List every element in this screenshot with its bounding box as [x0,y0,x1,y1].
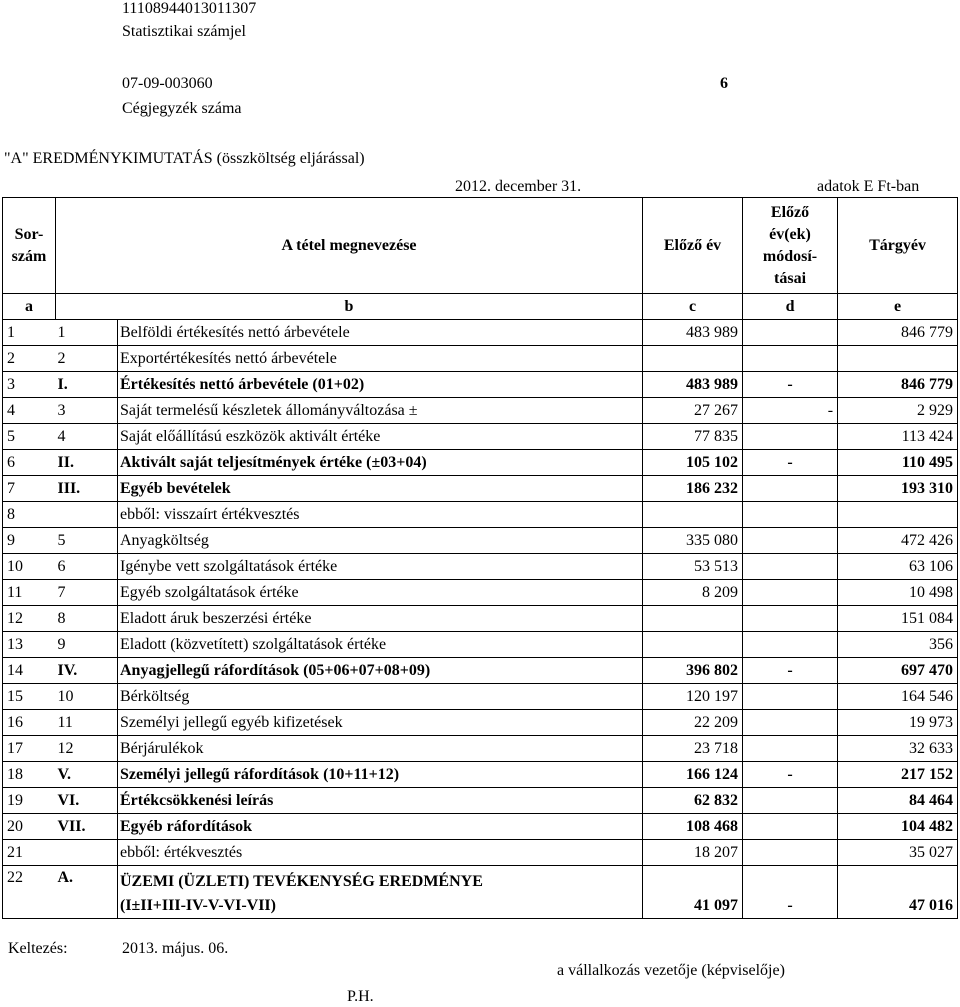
row-name [118,866,643,919]
row-prev [643,606,743,632]
row-prev: 120 197 [643,684,743,710]
row-prev: 105 102 [643,450,743,476]
table-row [3,528,958,554]
date-label: Keltezés: [8,940,68,957]
row-name: Igénybe vett szolgáltatások értéke [118,554,643,580]
row-prev: 53 513 [643,554,743,580]
col-sorszam-header: Sor- szám [3,198,56,294]
row-curr: 47 016 [838,866,958,919]
row-name: Értékcsökkenési leírás [118,788,643,814]
table-row [3,372,958,398]
row-number: 6 [3,450,56,476]
table-row [3,684,958,710]
row-name: Egyéb szolgáltatások értéke [118,580,643,606]
income-statement-table [2,197,958,919]
row-mod [743,840,838,866]
row-mod [743,606,838,632]
row-mod: - [743,450,838,476]
table-row [3,606,958,632]
row-number: 10 [3,554,56,580]
reg-number: 07-09-003060 [122,75,213,92]
col-letter-c: c [643,294,743,320]
row-mod [743,632,838,658]
table-row [3,840,958,866]
row-curr: 164 546 [838,684,958,710]
row-prev: 335 080 [643,528,743,554]
table-row [3,736,958,762]
row-roman: I. [56,372,118,398]
statement-date: 2012. december 31. [455,178,582,195]
column-letter-row [3,294,958,320]
row-name: Értékesítés nettó árbevétele (01+02) [118,372,643,398]
row-roman: II. [56,450,118,476]
table-row [3,788,958,814]
row-number: 18 [3,762,56,788]
row-roman: VII. [56,814,118,840]
row-roman: 9 [56,632,118,658]
row-mod: - [743,658,838,684]
row-mod [743,788,838,814]
row-curr: 19 973 [838,710,958,736]
stamp-label: P.H. [347,988,374,1005]
row-curr: 32 633 [838,736,958,762]
row-number: 9 [3,528,56,554]
row-prev: 22 209 [643,710,743,736]
col-letter-e: e [838,294,958,320]
row-mod [743,580,838,606]
col-prev-header: Előző év [643,198,743,294]
row-roman: 8 [56,606,118,632]
col-letter-d: d [743,294,838,320]
row-roman: III. [56,476,118,502]
row-name: Egyéb bevételek [118,476,643,502]
row-number: 11 [3,580,56,606]
row-name: Saját termelésű készletek állományváltozása ± [118,398,643,424]
row-name: Aktivált saját teljesítmények értéke (±03+04) [118,450,643,476]
row-curr: 113 424 [838,424,958,450]
table-row [3,658,958,684]
row-roman: 7 [56,580,118,606]
row-roman: V. [56,762,118,788]
row-mod: - [743,398,838,424]
date-value: 2013. május. 06. [122,940,229,957]
row-name: Egyéb ráfordítások [118,814,643,840]
row-roman: 10 [56,684,118,710]
row-prev: 77 835 [643,424,743,450]
row-name: Anyagköltség [118,528,643,554]
row-prev: 186 232 [643,476,743,502]
col-curr-header: Tárgyév [838,198,958,294]
row-curr: 35 027 [838,840,958,866]
row-number: 17 [3,736,56,762]
table-row [3,346,958,372]
stat-number: 11108944013011307 [122,0,257,17]
row-curr: 151 084 [838,606,958,632]
row-mod [743,684,838,710]
row-roman: 2 [56,346,118,372]
row-mod: - [743,866,838,919]
col-name-header: A tétel megnevezése [56,198,643,294]
table-row [3,476,958,502]
col-letter-b: b [56,294,643,320]
table-row [3,398,958,424]
row-mod [743,502,838,528]
row-name-line1: ÜZEMI (ÜZLETI) TEVÉKENYSÉG EREDMÉNYE [120,873,483,890]
row-prev: 483 989 [643,320,743,346]
row-number: 7 [3,476,56,502]
row-roman: 5 [56,528,118,554]
row-number: 22 [3,866,56,919]
row-mod [743,346,838,372]
row-roman: 3 [56,398,118,424]
row-curr: 110 495 [838,450,958,476]
table-row [3,632,958,658]
col-letter-a: a [3,294,56,320]
row-prev: 23 718 [643,736,743,762]
row-number: 1 [3,320,56,346]
row-roman: 12 [56,736,118,762]
row-prev [643,632,743,658]
row-curr: 193 310 [838,476,958,502]
row-mod: - [743,762,838,788]
unit-note: adatok E Ft-ban [817,178,920,195]
row-curr: 846 779 [838,320,958,346]
row-name: Belföldi értékesítés nettó árbevétele [118,320,643,346]
row-mod [743,736,838,762]
row-number: 19 [3,788,56,814]
row-curr: 2 929 [838,398,958,424]
row-number: 3 [3,372,56,398]
row-curr: 217 152 [838,762,958,788]
row-mod [743,528,838,554]
document-title: "A" EREDMÉNYKIMUTATÁS (összköltség eljárással) [4,150,365,167]
row-prev: 41 097 [643,866,743,919]
row-curr: 472 426 [838,528,958,554]
row-curr: 104 482 [838,814,958,840]
table-row [3,320,958,346]
table-row [3,554,958,580]
page-number: 6 [720,75,728,92]
row-name: Eladott áruk beszerzési értéke [118,606,643,632]
stat-label: Statisztikai számjel [122,23,246,40]
row-roman: 1 [56,320,118,346]
row-prev: 62 832 [643,788,743,814]
row-mod [743,424,838,450]
row-name-line2: (I±II+III-IV-V-VI-VII) [120,897,276,914]
table-row [3,762,958,788]
table-row [3,450,958,476]
row-name: Eladott (közvetített) szolgáltatások értéke [118,632,643,658]
row-prev [643,346,743,372]
row-roman: 6 [56,554,118,580]
row-number: 16 [3,710,56,736]
row-name: Személyi jellegű egyéb kifizetések [118,710,643,736]
row-name: Exportértékesítés nettó árbevétele [118,346,643,372]
row-curr: 846 779 [838,372,958,398]
row-name: Bérjárulékok [118,736,643,762]
row-prev: 166 124 [643,762,743,788]
row-number: 21 [3,840,56,866]
row-number: 5 [3,424,56,450]
table-row [3,710,958,736]
row-mod [743,814,838,840]
row-curr [838,502,958,528]
row-number: 4 [3,398,56,424]
row-name: Saját előállítású eszközök aktivált értéke [118,424,643,450]
row-mod [743,554,838,580]
row-number: 14 [3,658,56,684]
table-row [3,502,958,528]
row-mod: - [743,372,838,398]
row-prev: 8 209 [643,580,743,606]
table-row [3,580,958,606]
row-number: 15 [3,684,56,710]
table-row [3,814,958,840]
signature-label: a vállalkozás vezetője (képviselője) [557,962,785,979]
row-number: 13 [3,632,56,658]
table-row [3,424,958,450]
row-prev: 483 989 [643,372,743,398]
row-mod [743,710,838,736]
row-roman: IV. [56,658,118,684]
reg-label: Cégjegyzék száma [122,100,242,117]
row-roman: 11 [56,710,118,736]
row-prev: 18 207 [643,840,743,866]
row-curr: 63 106 [838,554,958,580]
row-mod [743,476,838,502]
row-curr: 356 [838,632,958,658]
row-number: 8 [3,502,56,528]
row-name: Anyagjellegű ráfordítások (05+06+07+08+09) [118,658,643,684]
row-prev [643,502,743,528]
row-roman [56,840,118,866]
col-mod-header: Előző év(ek) módosí- tásai [743,198,838,294]
row-curr: 84 464 [838,788,958,814]
row-mod [743,320,838,346]
row-curr [838,346,958,372]
row-roman: VI. [56,788,118,814]
row-prev: 27 267 [643,398,743,424]
row-curr: 10 498 [838,580,958,606]
row-name: Személyi jellegű ráfordítások (10+11+12) [118,762,643,788]
row-number: 12 [3,606,56,632]
row-name: ebből: visszaírt értékvesztés [118,502,643,528]
row-prev: 396 802 [643,658,743,684]
row-prev: 108 468 [643,814,743,840]
row-name: ebből: értékvesztés [118,840,643,866]
row-curr: 697 470 [838,658,958,684]
row-roman: A. [56,866,118,919]
row-roman: 4 [56,424,118,450]
row-number: 2 [3,346,56,372]
row-roman [56,502,118,528]
table-row-operating-result [3,866,958,919]
row-number: 20 [3,814,56,840]
row-name: Bérköltség [118,684,643,710]
table-header-row [3,198,958,294]
